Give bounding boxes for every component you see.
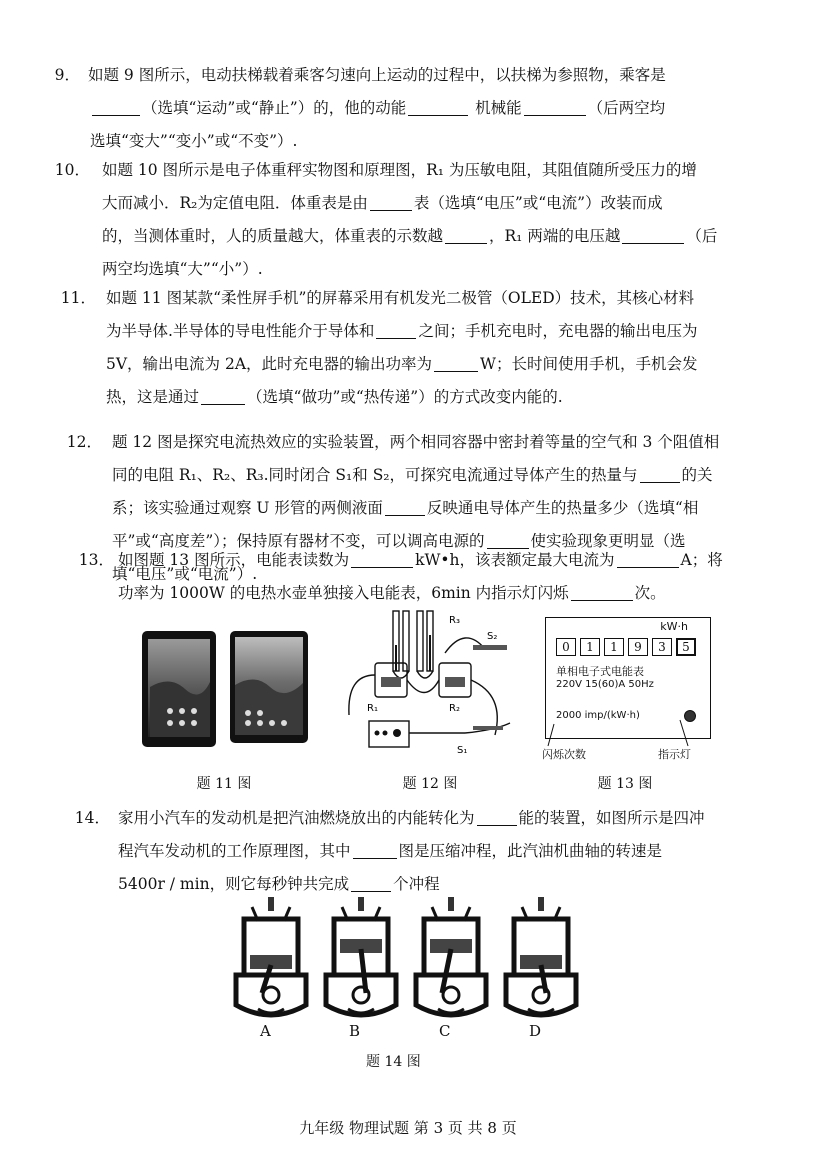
meter-unit: kW·h	[660, 620, 688, 633]
meter-digit: 3	[652, 638, 672, 656]
engine-label-d: D	[529, 1022, 542, 1040]
meter-digit: 0	[556, 638, 576, 656]
answer-blank[interactable]	[201, 386, 245, 405]
q13-line-1: 如图题 13 图所示，电能表读数为 kW•h，该表额定最大电流为 A；将	[118, 551, 723, 569]
question-number: 9．	[54, 66, 80, 84]
question-number: 13．	[78, 551, 114, 569]
q11-line-2: 为半导体.半导体的导电性能介于导体和 之间；手机充电时，充电器的输出电压为	[106, 322, 698, 340]
engine-label-c: C	[439, 1022, 451, 1040]
q10-line-2: 大而减小．R₂为定值电阻．体重表是由 表（选填“电压”或“电流”）改装而成	[102, 194, 663, 212]
engine-cylinder	[506, 897, 576, 1015]
engine-cylinder	[326, 897, 396, 1015]
circuit-diagram	[345, 605, 525, 760]
engine-label-a: A	[260, 1022, 271, 1040]
answer-blank[interactable]	[376, 320, 416, 339]
answer-blank[interactable]	[385, 497, 425, 516]
figure-11	[140, 627, 310, 752]
answer-blank[interactable]	[408, 97, 468, 116]
q9-line-2: （选填“运动”或“静止”）的，他的动能 机械能 （后两空均	[90, 93, 665, 124]
q9-line-3: 选填“变大”“变小”或“不变”）.	[90, 132, 298, 150]
r1-label: R₁	[367, 703, 378, 714]
flash-count-label: 闪烁次数	[542, 748, 586, 761]
phones-image	[140, 627, 310, 752]
figure-14-caption: 题 14 图	[366, 1054, 421, 1070]
figure-13-caption: 题 13 图	[597, 776, 653, 792]
q10-line-4: 两空均选填“大”“小”）.	[102, 260, 263, 278]
q10-line-1: 如题 10 图所示是电子体重秤实物图和原理图，R₁ 为压敏电阻，其阻值随所受压力的增	[102, 161, 697, 179]
question-number: 11．	[60, 289, 96, 307]
q12-line-4: 平”或“高度差”）；保持原有器材不变，可以调高电源的 使实验现象更明显（选	[112, 532, 686, 550]
answer-blank[interactable]	[640, 464, 680, 483]
s2-label: S₂	[487, 631, 498, 642]
q12-line-2: 同的电阻 R₁、R₂、R₃.同时闭合 S₁和 S₂，可探究电流通过导体产生的热量与 的关	[112, 466, 713, 484]
figure-12-caption: 题 12 图	[402, 776, 458, 792]
question-number: 12．	[66, 433, 102, 451]
q14-line-2: 程汽车发动机的工作原理图，其中 图是压缩冲程，此汽油机曲轴的转速是	[118, 842, 663, 860]
q14-line-1: 家用小汽车的发动机是把汽油燃烧放出的内能转化为 能的装置，如图所示是四冲	[118, 809, 705, 827]
answer-blank[interactable]	[622, 225, 684, 244]
q11-line-3: 5V，输出电流为 2A，此时充电器的输出功率为 W；长时间使用手机，手机会发	[106, 355, 698, 373]
answer-blank[interactable]	[434, 353, 478, 372]
indicator-label: 指示灯	[658, 748, 691, 761]
q14-line-3: 5400r / min，则它每秒钟共完成 个冲程	[118, 875, 440, 893]
r2-label: R₂	[449, 703, 460, 714]
figure-11-caption: 题 11 图	[196, 776, 252, 792]
page-footer: 九年级 物理试题 第 3 页 共 8 页	[299, 1119, 517, 1137]
q13-line-2: 功率为 1000W 的电热水壶单独接入电能表，6min 内指示灯闪烁 次。	[118, 584, 666, 602]
q10-line-3: 的，当测体重时，人的质量越大，体重表的示数越 ，R₁ 两端的电压越 （后	[102, 227, 718, 245]
question-number: 14．	[74, 809, 110, 827]
q11-line-1: 如题 11 图某款“柔性屏手机”的屏幕采用有机发光二极管（OLED）技术，其核心材料	[106, 289, 695, 307]
answer-blank[interactable]	[351, 873, 391, 892]
meter-digit: 9	[628, 638, 648, 656]
meter-imp: 2000 imp/(kW·h)	[556, 710, 640, 721]
engine-cylinder	[416, 897, 486, 1015]
engine-cylinder	[236, 897, 306, 1015]
engine-label-b: B	[349, 1022, 361, 1040]
answer-blank[interactable]	[477, 807, 517, 826]
answer-blank[interactable]	[571, 582, 633, 601]
answer-blank[interactable]	[617, 549, 679, 568]
answer-blank[interactable]	[524, 97, 586, 116]
meter-name: 单相电子式电能表	[556, 665, 644, 678]
meter-rating: 220V 15(60)A 50Hz	[556, 679, 654, 690]
q11-line-4: 热，这是通过 （选填“做功”或“热传递”）的方式改变内能的.	[106, 388, 563, 406]
figure-13	[540, 612, 720, 762]
meter-digit: 1	[580, 638, 600, 656]
answer-blank[interactable]	[92, 97, 140, 116]
engine-strokes-figure	[222, 897, 582, 1027]
answer-blank[interactable]	[370, 192, 412, 211]
answer-blank[interactable]	[351, 549, 413, 568]
q12-line-1: 题 12 图是探究电流热效应的实验装置，两个相同容器中密封着等量的空气和 3 个阻值相	[112, 433, 720, 451]
question-number: 10．	[54, 161, 90, 179]
figure-12	[345, 605, 525, 760]
answer-blank[interactable]	[445, 225, 487, 244]
meter-pointer-lines	[540, 612, 720, 762]
q12-line-3: 系；该实验通过观察 U 形管的两侧液面 反映通电导体产生的热量多少（选填“相	[112, 499, 699, 517]
meter-digit: 1	[604, 638, 624, 656]
s1-label: S₁	[457, 745, 468, 756]
q9-line-1: 如题 9 图所示，电动扶梯载着乘客匀速向上运动的过程中，以扶梯为参照物，乘客是	[88, 66, 666, 84]
r3-label: R₃	[449, 615, 460, 626]
answer-blank[interactable]	[353, 840, 397, 859]
meter-digit-decimal: 5	[676, 638, 696, 656]
q12-line-5: 填“电压”或“电流”）.	[112, 565, 258, 583]
